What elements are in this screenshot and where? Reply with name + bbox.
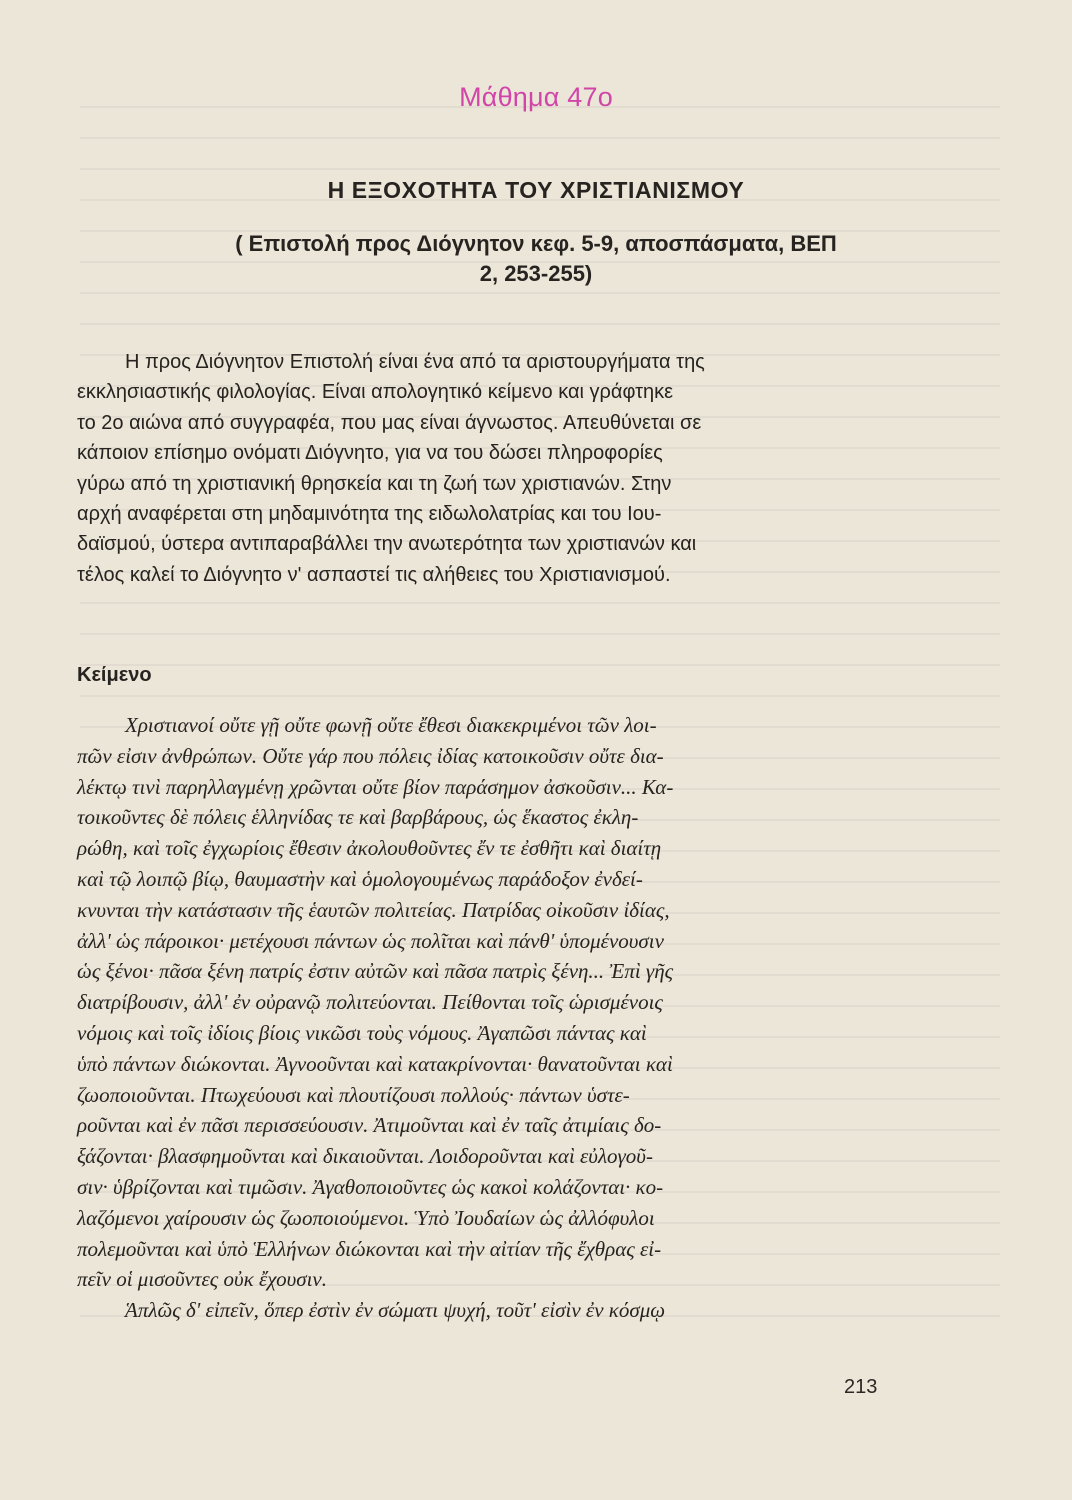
lesson-title: Μάθημα 47ο (459, 82, 613, 112)
text-line: σιν· ὑβρίζονται καὶ τιμῶσιν. Ἀγαθοποιοῦντες ὡς κακοὶ κολάζονται· κο- (77, 1174, 664, 1199)
text-line: λέκτῳ τινὶ παρηλλαγμένῃ χρῶνται οὔτε βίον παράσημον ἀσκοῦσιν... Κα- (77, 774, 674, 799)
text-line: Ἁπλῶς δ' εἰπεῖν, ὅπερ ἐστὶν ἐν σώματι ψυχή, τοῦτ' εἰσὶν ἐν κόσμῳ (125, 1298, 666, 1323)
source-text (77, 710, 911, 1326)
intro-line: κάποιον επίσημο ονόματι Διόγνητο, για να του δώσει πληροφορίες (77, 442, 663, 465)
intro-line: τέλος καλεί το Διόγνητο ν' ασπαστεί τις αλήθειες του Χριστιανισμού. (77, 563, 671, 586)
intro-line: αρχή αναφέρεται στη μηδαμινότητα της ειδωλολατρίας και του Ιου- (77, 503, 662, 526)
text-line: λαζόμενοι χαίρουσιν ὡς ζωοποιούμενοι. Ὑπὸ Ἰουδαίων ὡς ἀλλόφυλοι (77, 1205, 655, 1230)
text-line: ξάζονται· βλασφημοῦνται καὶ δικαιοῦνται. Λοιδοροῦνται καὶ εὐλογοῦ- (77, 1144, 653, 1169)
text-line: Χριστιανοί οὔτε γῇ οὔτε φωνῇ οὔτε ἔθεσι διακεκριμένοι τῶν λοι- (125, 713, 657, 737)
text-line: διατρίβουσιν, ἀλλ' ἐν οὐρανῷ πολιτεύονται. Πείθονται τοῖς ὡρισμένοις (77, 990, 663, 1015)
intro-paragraph (77, 347, 911, 590)
text-line: πολεμοῦνται καὶ ὑπὸ Ἑλλήνων διώκονται καὶ τὴν αἰτίαν τῆς ἔχθρας εἰ- (77, 1236, 662, 1261)
text-line: ὑπὸ πάντων διώκονται. Ἀγνοοῦνται καὶ κατακρίνονται· θανατοῦνται καὶ (77, 1051, 673, 1076)
text-line: καὶ τῷ λοιπῷ βίῳ, θαυμαστὴν καὶ ὁμολογουμένως παράδοξον ἐνδεί- (77, 866, 643, 891)
text-line: ὡς ξένοι· πᾶσα ξένη πατρίς ἐστιν αὐτῶν καὶ πᾶσα πατρὶς ξένη... Ἐπὶ γῆς (77, 959, 674, 984)
intro-line: το 2ο αιώνα από συγγραφέα, που μας είναι άγνωστος. Απευθύνεται σε (77, 411, 702, 434)
subtitle-line-2: 2, 253-255) (479, 261, 593, 286)
intro-line: γύρω από τη χριστιανική θρησκεία και τη ζωή των χριστιανών. Στην (77, 472, 672, 495)
intro-line: Η προς Διόγνητον Επιστολή είναι ένα από τα αριστουργήματα της (125, 351, 705, 373)
text-line: τοικοῦντες δὲ πόλεις ἑλληνίδας τε καὶ βαρβάρους, ὡς ἕκαστος ἐκλη- (77, 805, 639, 830)
text-line: ροῦνται καὶ ἐν πᾶσι περισσεύουσιν. Ἀτιμοῦνται καὶ ἐν ταῖς ἀτιμίαις δο- (77, 1113, 662, 1138)
text-line: πῶν εἰσιν ἀνθρώπων. Οὔτε γάρ που πόλεις ἰδίας κατοικοῦσιν οὔτε δια- (77, 743, 664, 768)
intro-line: εκκλησιαστικής φιλολογίας. Είναι απολογητικό κείμενο και γράφτηκε (77, 381, 674, 404)
section-heading: Κείμενο (77, 664, 152, 686)
subtitle (110, 229, 962, 289)
subtitle-line-1: ( Επιστολή προς Διόγνητον κεφ. 5-9, αποσπάσματα, ΒΕΠ (235, 231, 837, 256)
page-number: 213 (844, 1376, 878, 1398)
text-line: κνυνται τὴν κατάστασιν τῆς ἑαυτῶν πολιτείας. Πατρίδας οἰκοῦσιν ἰδίας, (77, 897, 670, 922)
main-title: Η ΕΞΟΧΟΤΗΤΑ ΤΟΥ ΧΡΙΣΤΙΑΝΙΣΜΟΥ (327, 177, 745, 203)
text-line: ρώθη, καὶ τοῖς ἐγχωρίοις ἔθεσιν ἀκολουθοῦντες ἔν τε ἐσθῆτι καὶ διαίτῃ (77, 836, 662, 861)
intro-line: δαϊσμού, ύστερα αντιπαραβάλλει την ανωτερότητα των χριστιανών και (77, 533, 697, 556)
text-line: ζωοποιοῦνται. Πτωχεύουσι καὶ πλουτίζουσι πολλούς· πάντων ὑστε- (77, 1082, 630, 1107)
text-line: πεῖν οἱ μισοῦντες οὐκ ἔχουσιν. (77, 1267, 327, 1292)
text-line: νόμοις καὶ τοῖς ἰδίοις βίοις νικῶσι τοὺς νόμους. Ἀγαπῶσι πάντας καὶ (77, 1020, 647, 1045)
text-line: ἀλλ' ὡς πάροικοι· μετέχουσι πάντων ὡς πολῖται καὶ πάνθ' ὑπομένουσιν (77, 928, 664, 953)
